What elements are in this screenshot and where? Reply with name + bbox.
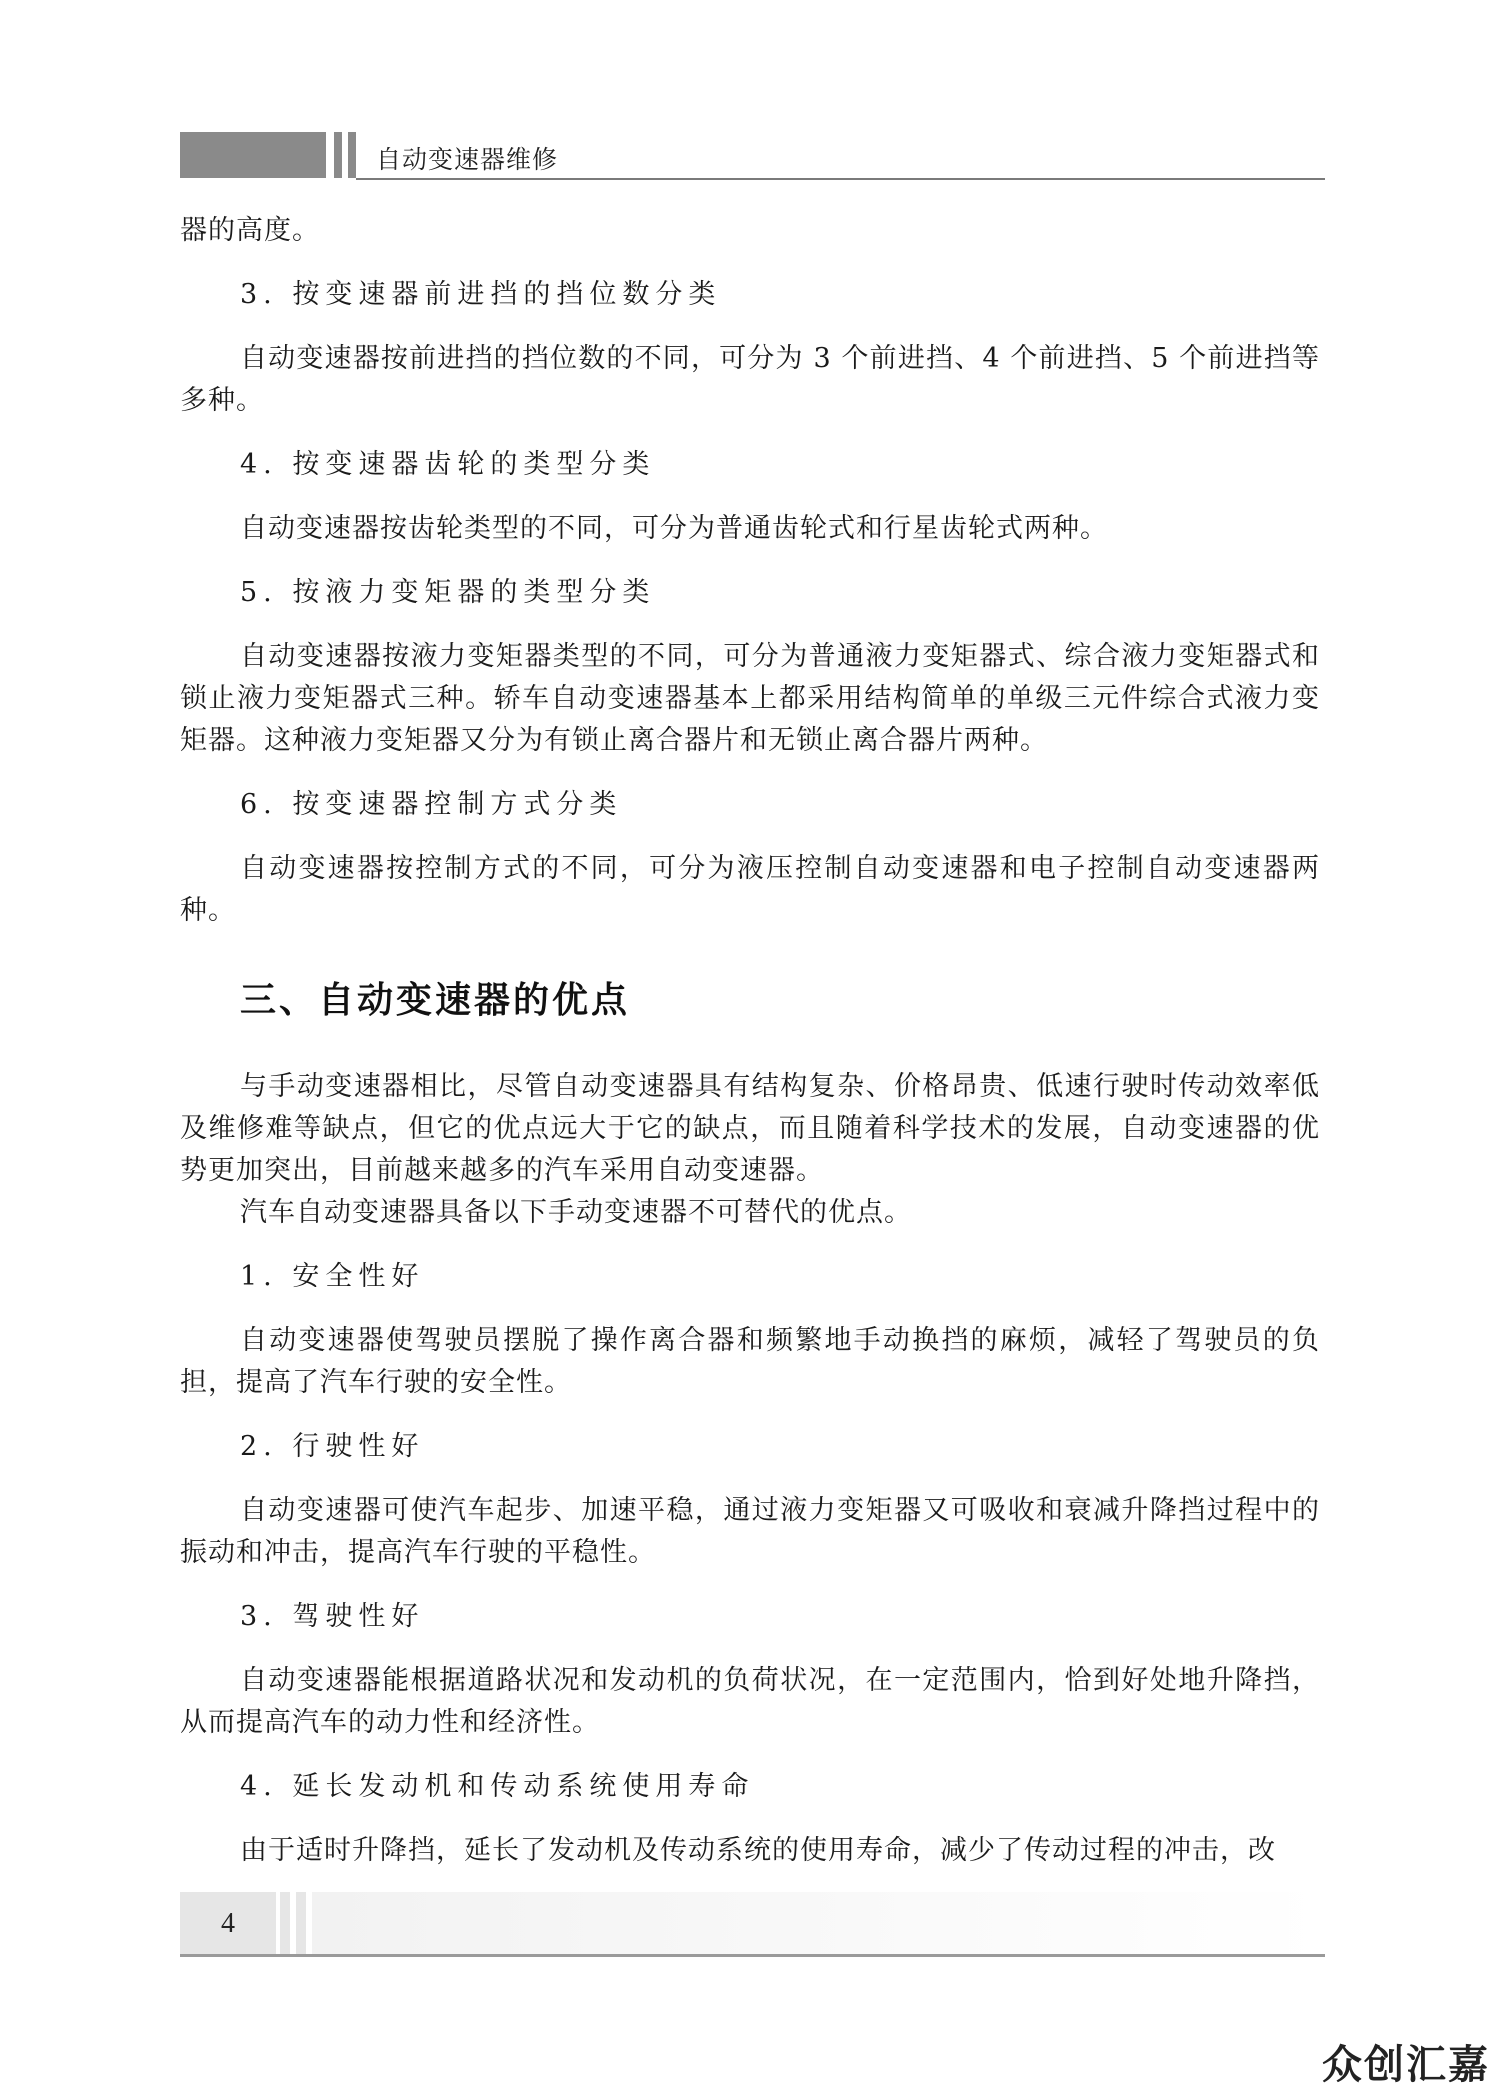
subheading-6: 6. 按变速器控制方式分类 <box>240 789 623 820</box>
advantage-heading-4: 4. 延长发动机和传动系统使用寿命 <box>240 1771 755 1802</box>
header-decor-block <box>180 132 326 178</box>
header-decor-bar <box>348 132 356 178</box>
advantage-heading-3: 3. 驾驶性好 <box>240 1601 425 1632</box>
advantage-heading-1: 1. 安全性好 <box>240 1261 425 1292</box>
paragraph-3: 自动变速器按前进挡的挡位数的不同，可分为 3 个前进挡、4 个前进挡、5 个前进挡等多种。 <box>180 343 1320 416</box>
advantage-heading-2: 2. 行驶性好 <box>240 1431 425 1462</box>
page-header <box>180 130 1325 180</box>
paragraph-4: 自动变速器按齿轮类型的不同，可分为普通齿轮式和行星齿轮式两种。 <box>240 513 1108 544</box>
footer-decor-strip <box>312 1892 1325 1954</box>
advantage-paragraph-3: 自动变速器能根据道路状况和发动机的负荷状况，在一定范围内，恰到好处地升降挡，从而提高汽车的动力性和经济性。 <box>180 1665 1320 1738</box>
footer-decor-bar <box>296 1892 306 1954</box>
watermark-logo: 众创汇嘉 <box>1322 2042 1490 2088</box>
page-number: 4 <box>221 1908 235 1939</box>
subheading-5: 5. 按液力变矩器的类型分类 <box>240 577 656 608</box>
header-rule <box>356 178 1325 180</box>
section-heading: 三、自动变速器的优点 <box>240 980 631 1021</box>
advantage-paragraph-4: 由于适时升降挡，延长了发动机及传动系统的使用寿命，减少了传动过程的冲击，改 <box>240 1835 1276 1866</box>
footer-rule <box>180 1954 1325 1957</box>
paragraph-5: 自动变速器按液力变矩器类型的不同，可分为普通液力变矩器式、综合液力变矩器式和锁止液力变矩器式三种。轿车自动变速器基本上都采用结构简单的单级三元件综合式液力变矩器。这种液力变矩器又分为有锁止离合器片和无锁止离合器片两种。 <box>180 641 1320 756</box>
paragraph-6: 自动变速器按控制方式的不同，可分为液压控制自动变速器和电子控制自动变速器两种。 <box>180 853 1320 926</box>
running-header-title: 自动变速器维修 <box>376 145 559 174</box>
subheading-4: 4. 按变速器齿轮的类型分类 <box>240 449 656 480</box>
page-body <box>180 210 1320 1872</box>
page-footer <box>180 1892 1325 1962</box>
intro-paragraph-2: 汽车自动变速器具备以下手动变速器不可替代的优点。 <box>240 1197 912 1228</box>
intro-paragraph: 与手动变速器相比，尽管自动变速器具有结构复杂、价格昂贵、低速行驶时传动效率低及维修难等缺点，但它的优点远大于它的缺点，而且随着科学技术的发展，自动变速器的优势更加突出，目前越来越多的汽车采用自动变速器。 <box>180 1071 1320 1186</box>
header-decor-bar <box>334 132 342 178</box>
advantage-paragraph-2: 自动变速器可使汽车起步、加速平稳，通过液力变矩器又可吸收和衰减升降挡过程中的振动和冲击，提高汽车行驶的平稳性。 <box>180 1495 1320 1568</box>
subheading-3: 3. 按变速器前进挡的挡位数分类 <box>240 279 722 310</box>
page-number-box <box>180 1892 276 1954</box>
advantage-paragraph-1: 自动变速器使驾驶员摆脱了操作离合器和频繁地手动换挡的麻烦，减轻了驾驶员的负担，提高了汽车行驶的安全性。 <box>180 1325 1320 1398</box>
continued-paragraph: 器的高度。 <box>180 215 320 246</box>
footer-decor-bar <box>280 1892 290 1954</box>
